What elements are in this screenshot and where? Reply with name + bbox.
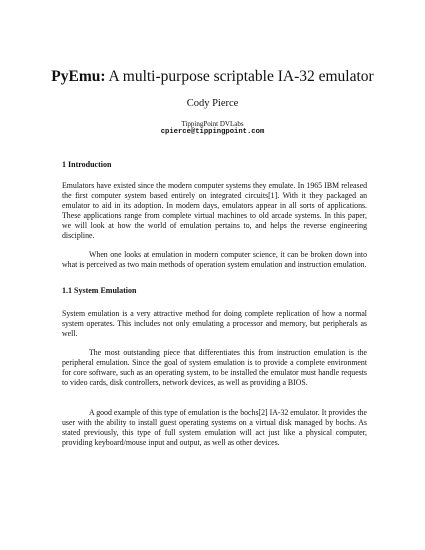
section-heading-system-emulation: 1.1 System Emulation	[62, 286, 137, 295]
author-email: cpierce@tippingpoint.com	[160, 128, 265, 136]
section-heading-introduction: 1 Introduction	[62, 160, 112, 169]
paragraph: When one looks at emulation in modern computer science, it can be broken down into what is perceived as two main methods of operation system emulation and instruction emulation.	[62, 250, 367, 269]
paragraph: A good example of this type of emulation is the bochs[2] IA-32 emulator. It provides the user with the ability to install guest operating systems on a virtual disk managed by bochs. As stated previously, this type of full system emulation will act just like a physical computer, providing keyboard/mouse input and output, as well as other devices.	[62, 408, 367, 447]
paragraph: System emulation is a very attractive method for doing complete replication of how a normal system operates. This includes not only emulating a processor and memory, but peripherals as well.	[62, 309, 367, 338]
paragraph: Emulators have existed since the modern computer systems they emulate. In 1965 IBM released the first computer system based entirely on integrated circuits[1]. With it they packaged an emulator to aid in its adoption. In modern days, emulators appear in all sorts of applications. These applications range from complete virtual machines to old arcade systems. In this paper, we will look at how the world of emulation pertains to, and helps the reverse engineering discipline.	[62, 181, 367, 240]
title-bold: PyEmu:	[51, 68, 106, 85]
author-affiliation: TippingPoint DVLabs	[181, 120, 244, 128]
paper-title	[0, 68, 425, 86]
title-rest: A multi-purpose scriptable IA-32 emulator	[105, 68, 374, 85]
author-name: Cody Pierce	[186, 98, 239, 109]
paragraph: The most outstanding piece that differentiates this from instruction emulation is the peripheral emulation. Since the goal of system emulation is to provide a complete environment for core software, such as an operating system, to be installed the emulator must handle requests to video cards, disk controllers, network devices, as well as providing a BIOS.	[62, 348, 367, 387]
